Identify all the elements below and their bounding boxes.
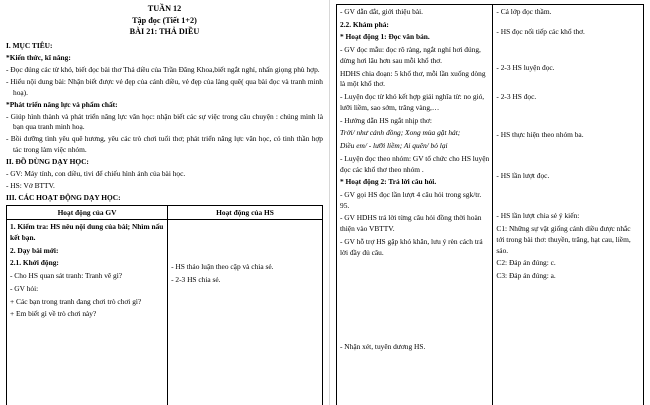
cell-hs-right [493, 5, 644, 405]
gv-line-2: 2. Dạy bài mới: [10, 245, 59, 255]
materials-item-1: - GV: Máy tính, con diều, tivi để chiếu hình ảnh của bài học. [6, 168, 186, 178]
knowledge-title: *Kiến thức, kĩ năng: [6, 52, 71, 62]
materials-item-2: - HS: Vở BTTV. [6, 180, 55, 190]
hs-line-6: - 2-3 HS đọc. [496, 92, 537, 102]
gv-line-19: - GV gọi HS đọc lần lượt 4 câu hỏi trong sgk/tr. 95. [340, 190, 482, 210]
gv-line-16: Diều em/ - lưỡi liềm; Ai quên/ bỏ lại [340, 141, 448, 151]
right-column [330, 0, 650, 405]
materials-title: II. ĐỒ DÙNG DẠY HỌC: [6, 156, 89, 166]
knowledge-item-2: - Hiểu nội dung bài: Nhận biết được vẻ đẹp của cánh diều, vẻ đẹp của làng quê( qua bài đọc và tranh minh hoạ). [6, 77, 323, 97]
week-heading: TUẦN 12 [147, 4, 182, 13]
activities-table-continued [336, 4, 644, 405]
activities-title: III. CÁC HOẠT ĐỘNG DẠY HỌC: [6, 192, 121, 202]
hs-line-3: - Cả lớp đọc thầm. [496, 7, 552, 16]
gv-line-18: * Hoạt động 2: Trả lời câu hỏi. [340, 177, 437, 187]
header-cell-gv: Hoạt động của GV [7, 206, 168, 220]
cell-gv-right [337, 5, 493, 405]
objectives-title: I. MỤC TIÊU: [6, 40, 53, 50]
table-header-row [7, 206, 323, 220]
gv-line-7: + Em biết gì về trò chơi này? [10, 309, 97, 319]
gv-line-17: - Luyện đọc theo nhóm: GV tổ chức cho HS luyện đọc các khổ thơ theo nhóm . [340, 153, 490, 174]
gv-line-6: + Các bạn trong tranh đang chơi trò chơi gì? [10, 296, 142, 306]
gv-line-3: 2.1. Khởi động: [10, 258, 59, 268]
gv-line-8: - GV dẫn dắt, giới thiệu bài. [340, 7, 424, 16]
header-cell-hs: Hoạt động của HS [168, 206, 323, 220]
competency-title: *Phát triển năng lực và phẩm chất: [6, 99, 118, 109]
gv-line-13 [340, 92, 489, 113]
hs-line-11: C2: Đáp án đúng: c. [496, 258, 556, 268]
gv-line-20: - GV HDHS trả lời từng câu hỏi đồng thời hoàn thiện vào VBTTV. [340, 213, 482, 234]
cell-hs-left [168, 220, 323, 405]
competency-item-2: - Bồi dưỡng tình yêu quê hương, yêu các trò chơi tuổi thơ; phát triển năng lực văn học, có tinh thần hợp tác trong làm việc nhóm. [6, 134, 323, 154]
hs-line-9: - HS lần lượt chia sẻ ý kiến: [496, 211, 580, 221]
table-row [337, 5, 644, 405]
hs-line-12: C3: Đáp án đúng: a. [496, 271, 556, 281]
gv-line-10: * Hoạt động 1: Đọc văn bản. [340, 32, 430, 42]
gv-line-12: HDHS chia đoạn: 5 khổ thơ, mỗi lần xuống dòng là một khổ thơ. [340, 68, 486, 89]
gv-line-13-text: - Luyện đọc từ khó kết hợp giải nghĩa từ: no gió, lưỡi liềm, sao sớm, trăng vàng,… [340, 92, 485, 112]
hs-line-10: C1: Những sự vật giống cánh diều được nhắc tới trong bài thơ: thuyền, trăng, hạt cau, liềm, sáo. [496, 224, 631, 255]
subject-heading: Tập đọc (Tiết 1+2) [132, 15, 197, 25]
gv-line-21: - GV hỗ trợ HS gặp khó khăn, lưu ý rèn cách trả lời đầy đủ câu. [340, 236, 483, 257]
lesson-heading: BÀI 21: THẢ DIỀU [129, 27, 200, 37]
knowledge-item-1: - Đọc đúng các từ khó, biết đọc bài thơ Thả diều của Trần Đăng Khoa,biết ngắt nghỉ, nhấn giọng phù hợp. [6, 65, 320, 74]
activities-table [6, 205, 323, 405]
hs-line-7: - HS thực hiện theo nhóm ba. [496, 129, 584, 139]
hs-line-4: - HS đọc nối tiếp các khổ thơ. [496, 26, 585, 36]
table-row [7, 220, 323, 405]
gv-line-11: - GV đọc mẫu: đọc rõ ràng, ngắt nghỉ hơi đúng, dừng hơi lâu hơn sau mỗi khổ thơ. [340, 45, 481, 65]
hs-line-8: - HS lần lượt đọc. [496, 170, 550, 180]
gv-line-22: - Nhận xét, tuyên dương HS. [340, 342, 426, 352]
hs-line-1: - HS thảo luận theo cặp và chia sẻ. [171, 262, 274, 272]
cell-gv-left [7, 220, 168, 405]
gv-line-5: - GV hỏi: [10, 283, 39, 293]
gv-line-1: 1. Kiểm tra: HS nêu nội dung của bài; Nhìm nấu kết bạn. [10, 222, 164, 242]
gv-line-9: 2.2. Khám phá: [340, 19, 389, 29]
hs-line-2: - 2-3 HS chia sẻ. [171, 274, 221, 284]
gv-line-4: - Cho HS quan sát tranh: Tranh vẽ gì? [10, 271, 123, 281]
gv-line-15: Trời/ như cánh đồng; Xong mùa gặt hát; [340, 128, 461, 138]
hs-line-5: - 2-3 HS luyện đọc. [496, 63, 555, 73]
right-table-wrap [336, 4, 644, 405]
gv-line-14: - Hướng dẫn HS ngắt nhịp thơ: [340, 115, 432, 125]
competency-item-1: - Giúp hình thành và phát triển năng lực văn học: nhận biết các sự việc trong câu chuyện : chúng mình là bạn qua tranh minh hoạ. [6, 111, 323, 132]
